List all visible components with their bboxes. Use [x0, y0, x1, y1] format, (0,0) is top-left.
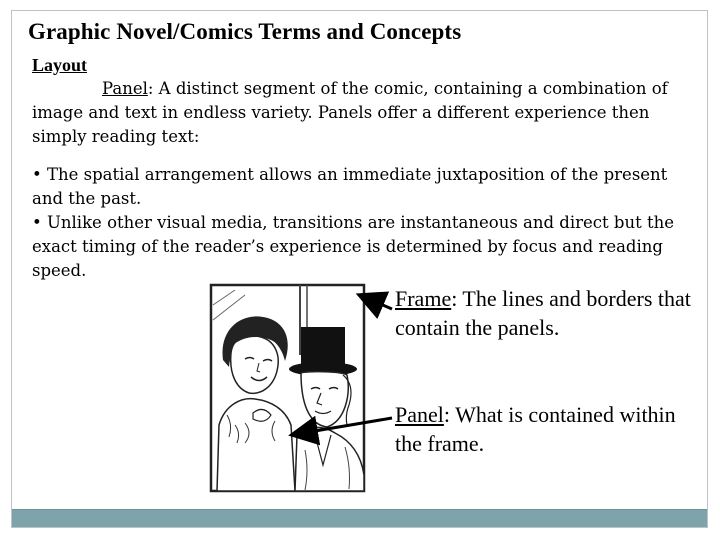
- slide: [11, 10, 708, 528]
- slide-title: Graphic Novel/Comics Terms and Concepts: [28, 19, 462, 44]
- bullet-list: [32, 163, 692, 283]
- frame-term: Frame: [395, 286, 452, 311]
- panel-callout-definition: : What is contained within the frame.: [395, 402, 676, 456]
- comic-panel-image: [205, 275, 370, 497]
- intro-paragraph: [32, 77, 692, 149]
- panel-callout: [395, 400, 695, 458]
- panel-definition: : A distinct segment of the comic, containing a combination of image and text in endless variety. Panels offer a different experience then simply reading text:: [32, 79, 668, 146]
- footer-bar: [12, 509, 707, 527]
- bullet-item-1: • The spatial arrangement allows an immediate juxtaposition of the present and the past.: [32, 165, 668, 208]
- panel-callout-term: Panel: [395, 402, 444, 427]
- panel-term: Panel: [102, 79, 148, 98]
- bullet-item-2: • Unlike other visual media, transitions are instantaneous and direct but the exact timing of the reader’s experience is determined by focus and reading speed.: [32, 213, 674, 280]
- frame-callout: [395, 284, 695, 342]
- frame-definition: : The lines and borders that contain the panels.: [395, 286, 691, 340]
- section-heading: Layout: [32, 55, 88, 75]
